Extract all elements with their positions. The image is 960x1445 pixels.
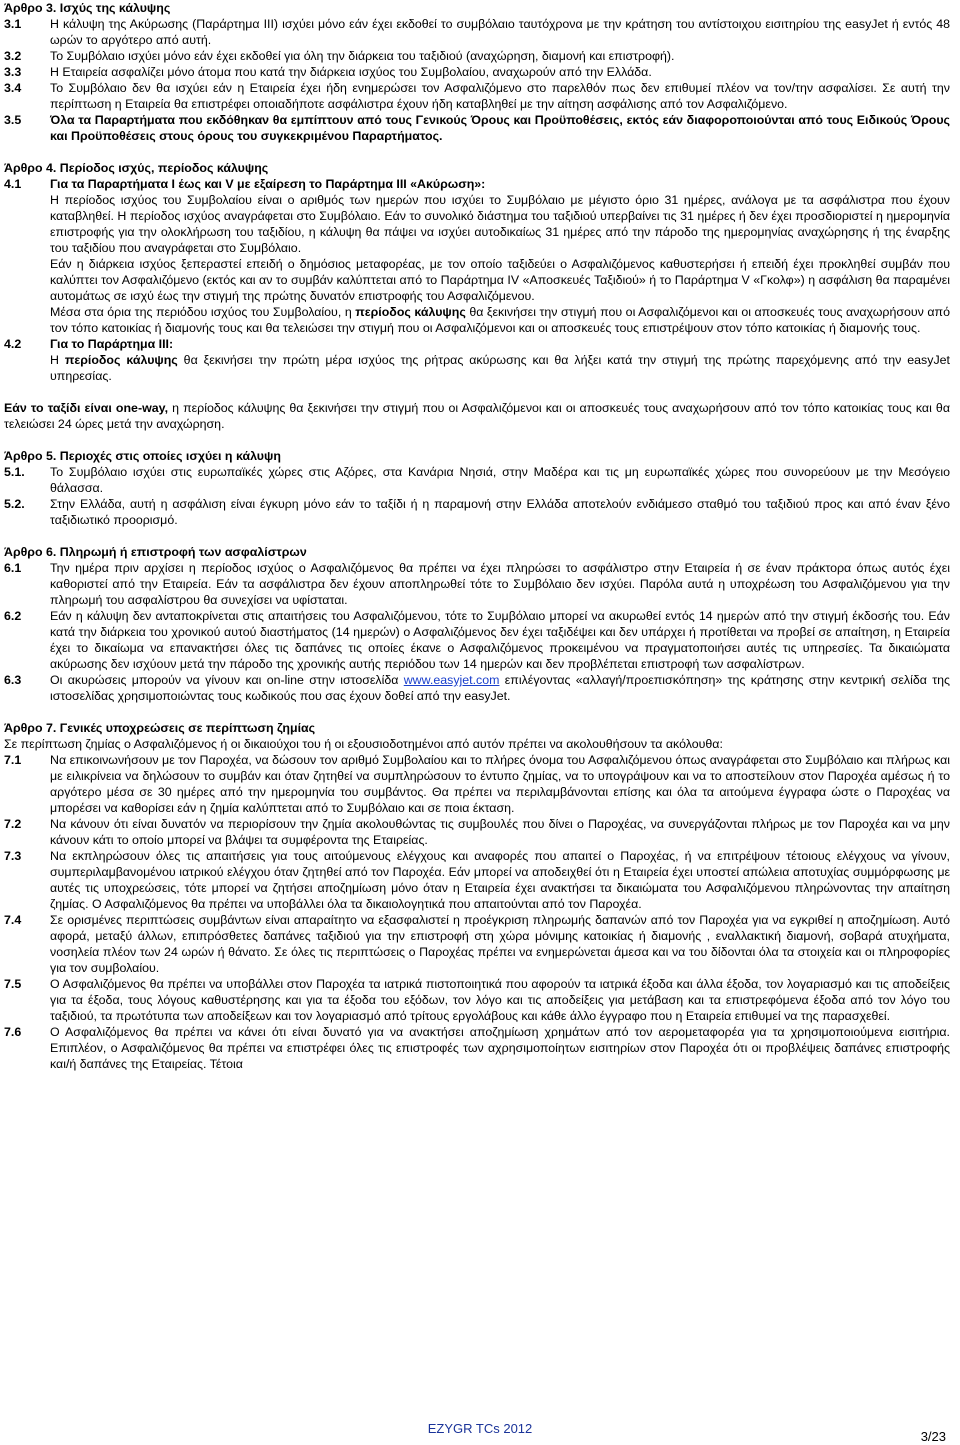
clause-number: 7.4 — [4, 913, 22, 927]
clause-number: 4.2 — [4, 337, 22, 351]
clause-6-1 — [4, 560, 950, 608]
clause-3-4 — [4, 80, 950, 112]
clause-7-2 — [4, 816, 950, 848]
clause-text: Σε ορισμένες περιπτώσεις συμβάντων είναι απαραίτητο να εξασφαλιστεί η προέγκριση πληρωμής δαπανών από τον Παροχέα για να εγκριθεί η αποζημίωση. Αυτό αφορά, μεταξύ άλλων, επιπρόσθετες δαπάνες ταξιδιού για την επιστροφή στη χώρα μόνιμης κατοικίας ή διαμονής , εναλλακτική διαμονή, σοβαρά ατυχήματα, νοσηλεία πλέον των 24 ωρών ή θάνατο. Σε όλες τις περιπτώσεις ο Παροχέας πρέπει να ενημερώνεται άμεσα και να του δίδονται όλα τα στοιχεία και οι πληροφορίες για τον συμβολαίου. — [50, 913, 950, 975]
article-4-heading: Άρθρο 4. Περίοδος ισχύς, περίοδος κάλυψης — [4, 161, 269, 175]
clause-number: 7.2 — [4, 817, 22, 831]
clause-4-2-title: Για το Παράρτημα III: — [50, 337, 174, 351]
clause-text: Η Εταιρεία ασφαλίζει μόνο άτομα που κατά την διάρκεια ισχύος του Συμβολαίου, αναχωρούν από την Ελλάδα. — [50, 65, 652, 79]
article-5-heading: Άρθρο 5. Περιοχές στις οποίες ισχύει η κάλυψη — [4, 449, 281, 463]
article-7-intro: Σε περίπτωση ζημίας ο Ασφαλιζόμενος ή οι δικαιούχοι του ή οι εξουσιοδοτημένοι από αυτόν πρέπει να ακολουθήσουν τα ακόλουθα: — [4, 737, 723, 751]
clause-6-3: 6.3 Οι ακυρώσεις μπορούν να γίνουν και on-line στην ιστοσελίδα www.easyjet.com επιλέγοντας «αλλαγή/προεπισκόπηση» της κράτησης στην κεντρική σελίδα της ιστοσελίδας χρησιμοποιώντας τους κωδικούς που σας έχουν δοθεί από την easyJet. — [4, 673, 951, 703]
clause-number: 5.2. — [4, 497, 25, 511]
clause-number: 3.5 — [4, 113, 22, 127]
clause-3-5 — [4, 112, 950, 144]
clause-text: Να επικοινωνήσουν με τον Παροχέα, να δώσουν τον αριθμό Συμβολαίου και το πλήρες όνομα του Ασφαλιζόμενου όπως αναγράφεται στο Συμβόλαιο και πλήρως και με ειλικρίνεια να δηλώσουν το συμβάν και όταν ζητηθεί να συμπληρώσουν το έντυπο ζημίας, να το υπογράψουν και να το αποστείλουν στον Παροχέα αμέσως ή το αργότερο μέσα σε 30 ημέρες από την ημερομηνία του συμβάντος. Θα πρέπει να περιλαμβάνονται επίσης και όλα τα αιτούμενα έγγραφα ώστε ο Παροχέας να μπορέσει να καθορίσει εάν η ζημία καλύπτεται από το Συμβόλαιο και σε ποια έκταση. — [50, 753, 950, 815]
clause-3-3 — [4, 64, 950, 80]
clause-text: Το Συμβόλαιο ισχύει μόνο εάν έχει εκδοθεί για όλη την διάρκεια του ταξιδιού (αναχώρηση, διαμονή και επιστροφή). — [50, 49, 675, 63]
clause-text: Το Συμβόλαιο δεν θα ισχύει εάν η Εταιρεία έχει ήδη ενημερώσει τον Ασφαλιζόμενο στο παρελθόν πως δεν επιθυμεί πλέον να τον/την ασφαλίσει. Σε αυτή την περίπτωση η Εταιρεία θα επιστρέφει οποιαδήποτε ασφάλιστρα έχουν ήδη καταβληθεί με την αίτηση ασφάλισης από τον Ασφαλιζόμενο. — [50, 81, 950, 111]
clause-text: Ο Ασφαλιζόμενος θα πρέπει να υποβάλλει στον Παροχέα τα ιατρικά πιστοποιητικά που αφορούν τα ιατρικά έξοδα και άλλα έξοδα, τον λογαριασμό και τις αποδείξεις για τα έξοδα, τους λόγους καθυστέρησης και για τα έξοδα του εξόδων, τον λόγο και τις αποδείξεις για μετάβαση και τα επιστρεφόμενα έξοδα από τον λόγο του ταξιδιού, τα πρωτότυπα των αποδείξεων και τον λογαριασμό από τρίτους εργολάβους και κάθε άλλο έγγραφο που η Εταιρεία επιθυμεί να της παρασχεθεί. — [50, 977, 950, 1023]
clause-text: Η κάλυψη της Ακύρωσης (Παράρτημα III) ισχύει μόνο εάν έχει εκδοθεί το συμβόλαιο ταυτόχρονα με την κράτηση του αντίστοιχου εισιτηρίου της easyJet ή εντός 48 ωρών το αργότερο από αυτή. — [50, 17, 950, 47]
clause-number: 3.3 — [4, 65, 22, 79]
clause-number: 6.2 — [4, 609, 22, 623]
clause-number: 6.3 — [4, 673, 22, 687]
clause-text: Όλα τα Παραρτήματα που εκδόθηκαν θα εμπίπτουν από τους Γενικούς Όρους και Προϋποθέσεις, εκτός εάν διαφοροποιούνται από τους Ειδικούς Όρους και Προϋποθέσεις στους όρους του συγκεκριμένου Παραρτήματος. — [50, 113, 950, 143]
clause-7-6 — [4, 1024, 950, 1072]
clause-text: Στην Ελλάδα, αυτή η ασφάλιση είναι έγκυρη μόνο εάν το ταξίδι ή η παραμονή στην Ελλάδα αποτελούν ενδιάμεσο σταθμό του ταξιδιού προς και από έναν ξένο ταξιδιωτικό προορισμό. — [50, 497, 950, 527]
clause-text: Το Συμβόλαιο ισχύει στις ευρωπαϊκές χώρες στις Αζόρες, στα Κανάρια Νησιά, στην Μαδέρα και τις μη ευρωπαϊκές χώρες που συνορεύουν με την Μεσόγειο θάλασσα. — [50, 465, 950, 495]
page-number: 3/23 — [920, 1429, 946, 1444]
clause-number: 4.1 — [4, 177, 22, 191]
clause-number: 6.1 — [4, 561, 22, 575]
clause-text: Να εκπληρώσουν όλες τις απαιτήσεις για τους αιτούμενους ελέγχους και αναφορές που απαιτεί ο Παροχέας, ή να επιτρέψουν τέτοιους ελέγχους να γίνουν, συμπεριλαμβανομένου ιατρικού ελέγχου όταν ζητηθεί από τον Παροχέα. Εάν μπορεί να αποδειχθεί ότι η Εταιρεία έχει υποστεί απώλεια αποτυχίας συμμόρφωσης με αυτές τις υποχρεώσεις, τότε μπορεί να ζητήσει αποζημίωση μόνο όταν η Εταιρεία έχει ανακτήσει τα δικαιώματα του Ασφαλιζόμενου πληρώνοντας την απαίτηση ζημίας. Ο Ασφαλιζόμενος θα πρέπει να υποβάλλει όλα τα δικαιολογητικά που απαιτούνται από τον Παροχέα. — [50, 849, 950, 911]
article-3-heading: Άρθρο 3. Ισχύς της κάλυψης — [4, 1, 171, 15]
clause-5-1 — [4, 464, 950, 496]
article-7-heading: Άρθρο 7. Γενικές υποχρεώσεις σε περίπτωση ζημίας — [4, 721, 316, 735]
footer-document-code: EZYGR TCs 2012 — [427, 1421, 533, 1436]
clause-7-3 — [4, 848, 950, 912]
clause-4-1-title: Για τα Παραρτήματα I έως και V με εξαίρεση το Παράρτημα III «Ακύρωση»: — [50, 177, 486, 191]
clause-text: Ο Ασφαλιζόμενος θα πρέπει να κάνει ότι είναι δυνατό για να ανακτήσει αποζημίωση χρημάτων από τον αερομεταφορέα για τα χρησιμοποιούμενα εισιτήρια. Επιπλέον, ο Ασφαλιζόμενος θα πρέπει να επιστρέφει όλες τις επιστροφές των αχρησιμοποίητων εισιτηρίων στον Παροχέα ότι οι προβλέψεις δαπάνες επιστροφής και/ή δαπάνες της Εταιρείας. Τέτοια — [50, 1025, 950, 1071]
clause-number: 5.1. — [4, 465, 25, 479]
clause-number: 7.6 — [4, 1025, 22, 1039]
clause-4-1-paragraph-3: Μέσα στα όρια της περιόδου ισχύος του Συμβολαίου, η περίοδος κάλυψης θα ξεκινήσει την στιγμή που οι Ασφαλιζόμενοι και οι αποσκευές τους αναχωρήσουν από τον τόπο κατοικίας ή διαμονής τους και θα τελειώσει την στιγμή που οι Ασφαλιζόμενοι και οι αποσκευές τους επιστρέψουν στον τόπο κατοικίας ή διαμονής τους. — [50, 305, 950, 335]
clause-number: 3.2 — [4, 49, 22, 63]
clause-4-1-paragraph-2: Εάν η διάρκεια ισχύος ξεπεραστεί επειδή ο δημόσιος μεταφορέας, με τον οποίο ταξιδεύει ο Ασφαλιζόμενος καθυστερήσει ή επειδή έχει προκληθεί συμβάν που καλύπτει τον Ασφαλιζόμενο (εκτός και αν το συμβάν καλύπτεται από το Παράρτημα IV «Αποσκευές Ταξιδιού» ή το Παράρτημα V «Γκολφ») η ασφάλιση θα παραμένει αυτομάτως σε ισχύ έως την στιγμή της πρώτης δυνατόν επιστροφής του Ασφαλιζόμενου. — [50, 257, 950, 303]
clause-4-1-paragraph-1: Η περίοδος ισχύος του Συμβολαίου είναι ο αριθμός των ημερών που ισχύει το Συμβόλαιο με μέγιστο όριο 31 ημέρες, ανάλογα με τα ασφάλιστρα που έχουν καταβληθεί. Η περίοδος ισχύος αναγράφεται στο Συμβόλαιο. Εάν το συνολικό διάστημα του ταξιδιού υπερβαίνει τις 31 ημέρες ή δεν έχει προσδιοριστεί η ημερομηνία επιστροφής για την ολοκλήρωση του ταξιδίου, η κάλυψη θα πάψει να ισχύει αυτοδικαίως 31 ημέρες από την πάροδο της ημερομηνίας αναχώρησης ή της έναρξης του ταξιδίου που αναγράφεται στο Συμβόλαιο. — [50, 193, 950, 255]
clause-number: 3.1 — [4, 17, 22, 31]
one-way-paragraph: Εάν το ταξίδι είναι one-way, η περίοδος κάλυψης θα ξεκινήσει την στιγμή που οι Ασφαλιζόμενοι και οι αποσκευές τους αναχωρήσουν από τον τόπο κατοικίας τους και θα τελειώσει 24 ώρες μετά την αναχώρηση. — [4, 401, 950, 431]
clause-text: Την ημέρα πριν αρχίσει η περίοδος ισχύος ο Ασφαλιζόμενος θα πρέπει να έχει πληρώσει το ασφάλιστρο στην Εταιρεία ή σε έναν πράκτορα όπως αυτός έχει καθοριστεί από την Εταιρεία. Εάν τα ασφάλιστρα δεν έχουν αποπληρωθεί τότε το Συμβόλαιο δεν ισχύει. Παρόλα αυτά η υποχρέωση του Ασφαλιζόμενου για την πληρωμή του ασφαλίστρου θα συνεχίσει να υφίσταται. — [50, 561, 950, 607]
clause-text: Εάν η κάλυψη δεν ανταποκρίνεται στις απαιτήσεις του Ασφαλιζόμενου, τότε το Συμβόλαιο μπορεί να ακυρωθεί εντός 14 ημερών από την στιγμή έκδοσής του. Εάν κατά την διάρκεια του χρονικού αυτού διαστήματος (14 ημερών) ο Ασφαλιζόμενος δεν έχει ταξιδέψει και δεν υπάρχει ή προτίθεται να προβεί σε απαίτηση, η Εταιρεία έχει το δικαίωμα να επανακτήσει όλες τις δαπάνες τις οποίες έκανε ο Ασφαλιζόμενος προκειμένου να πραγματοποιήσει αυτές τις υπηρεσίες. Τα δικαιώματα ακύρωσης δεν ισχύουν μετά την πάροδο της χρονικής αυτής περιόδου των 14 ημερών και δεν προβλέπεται επιστροφή των ασφαλίστρων. — [50, 609, 950, 671]
clause-number: 7.1 — [4, 753, 22, 767]
clause-3-1 — [4, 16, 950, 48]
clause-7-1 — [4, 752, 950, 816]
clause-text: Να κάνουν ότι είναι δυνατόν να περιορίσουν την ζημία ακολουθώντας τις συμβουλές που δίνει ο Παροχέας, να συνεργάζονται πλήρως με τον Παροχέα και να μην κάνουν κάτι το οποίο μπορεί να βλάψει τα συμφέροντα της Εταιρείας. — [50, 817, 950, 847]
clause-5-2 — [4, 496, 950, 528]
clause-3-2 — [4, 48, 950, 64]
clause-6-2 — [4, 608, 950, 672]
clause-number: 3.4 — [4, 81, 22, 95]
clause-7-5 — [4, 976, 950, 1024]
clause-number: 7.5 — [4, 977, 22, 991]
clause-4-2-paragraph: Η περίοδος κάλυψης θα ξεκινήσει την πρώτη μέρα ισχύος της ρήτρας ακύρωσης και θα λήξει κατά την στιγμή της πρώτης παρεχόμενης από την easyJet υπηρεσίας. — [50, 353, 950, 383]
article-6-heading: Άρθρο 6. Πληρωμή ή επιστροφή των ασφαλίστρων — [4, 545, 307, 559]
clause-4-1 — [4, 176, 950, 336]
easyjet-website-link[interactable]: www.easyjet.com — [403, 673, 500, 687]
clause-number: 7.3 — [4, 849, 22, 863]
clause-7-4 — [4, 912, 950, 976]
clause-4-2 — [4, 336, 950, 384]
document-content — [4, 0, 950, 1072]
